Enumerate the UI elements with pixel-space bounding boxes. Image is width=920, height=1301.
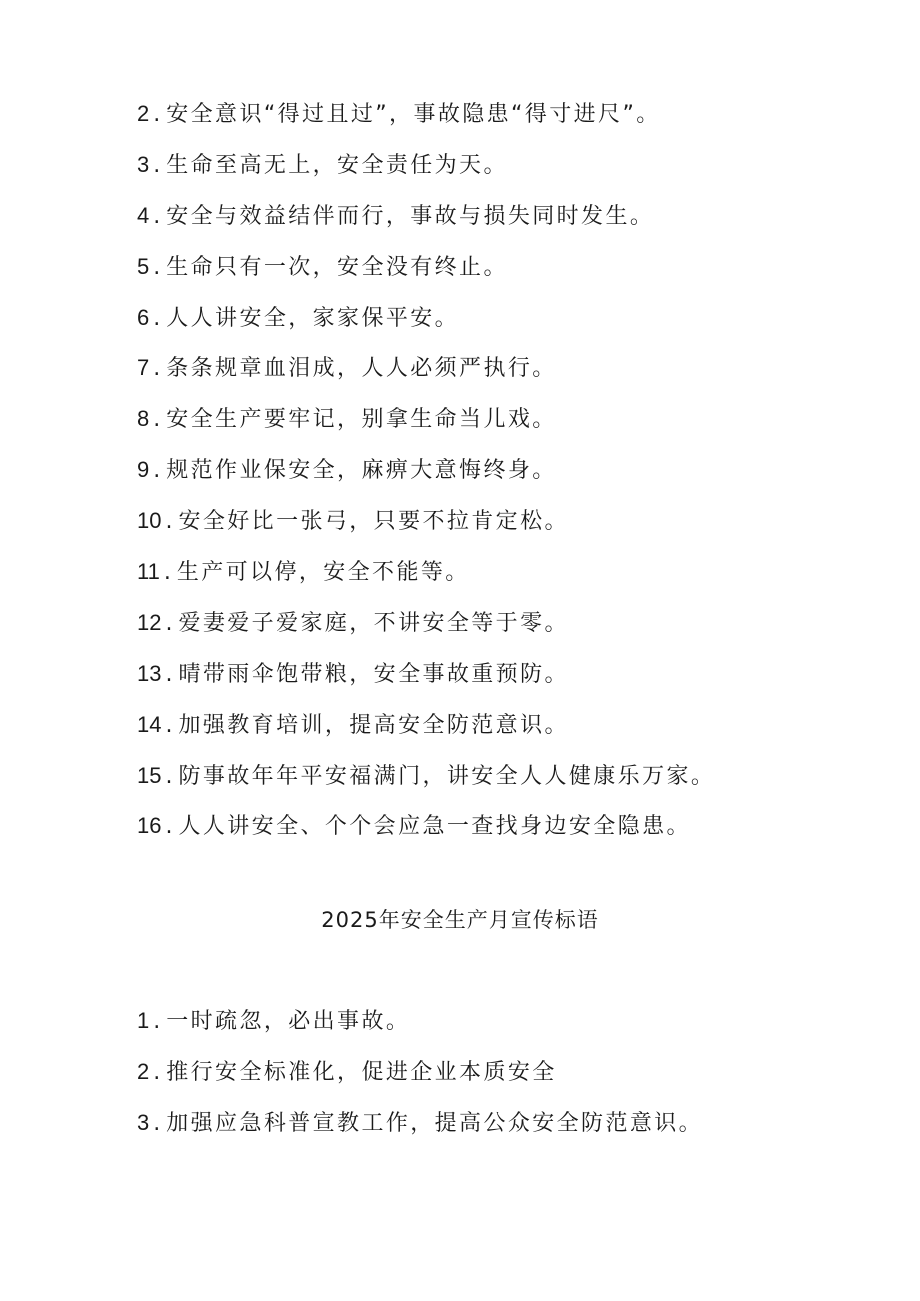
item-number: 10 [137, 508, 162, 534]
slogan-list-bottom [137, 1003, 703, 1156]
slogan-item [137, 249, 715, 300]
slogan-item [137, 808, 715, 859]
item-text: 安全生产要牢记，别拿生命当儿戏。 [166, 407, 557, 433]
item-number: 13 [137, 660, 162, 686]
item-text: 安全好比一张弓，只要不拉肯定松。 [178, 509, 569, 535]
item-text: 人人讲安全、个个会应急一查找身边安全隐患。 [178, 814, 691, 840]
slogan-item [137, 1003, 703, 1054]
slogan-item [137, 96, 715, 147]
item-separator: . [153, 458, 161, 484]
item-text: 加强教育培训，提高安全防范意识。 [178, 712, 569, 738]
item-separator: . [163, 560, 171, 586]
item-number: 12 [137, 609, 162, 635]
item-text: 人人讲安全，家家保平安。 [166, 305, 460, 331]
item-text: 生命只有一次，安全没有终止。 [166, 254, 508, 280]
item-number: 1 [137, 1008, 150, 1033]
slogan-list-top [137, 96, 715, 859]
item-separator: . [153, 102, 161, 127]
item-number: 14 [137, 711, 162, 737]
item-number: 3 [137, 151, 150, 177]
item-separator: . [153, 305, 161, 331]
item-number: 15 [137, 762, 162, 788]
section-title: 2025年安全生产月宣传标语 [321, 908, 599, 932]
item-number: 5 [137, 253, 150, 279]
item-number: 6 [137, 304, 150, 330]
slogan-item [137, 1105, 703, 1156]
item-separator: . [153, 407, 161, 433]
item-separator: . [153, 203, 161, 229]
item-separator: . [165, 509, 173, 535]
slogan-item [137, 1054, 703, 1105]
item-separator: . [165, 661, 173, 687]
item-separator: . [153, 254, 161, 280]
item-text: 防事故年年平安福满门，讲安全人人健康乐万家。 [178, 763, 716, 789]
item-number: 8 [137, 406, 150, 432]
item-text: 生产可以停，安全不能等。 [176, 560, 470, 586]
item-number: 2 [137, 1058, 150, 1084]
item-text: 生命至高无上，安全责任为天。 [166, 152, 508, 178]
item-text: 安全与效益结伴而行，事故与损失同时发生。 [166, 203, 655, 229]
item-text: 爱妻爱子爱家庭，不讲安全等于零。 [178, 610, 569, 636]
item-text: 规范作业保安全，麻痹大意悔终身。 [166, 458, 557, 484]
item-number: 4 [137, 202, 150, 228]
slogan-item [137, 147, 715, 198]
item-text: 晴带雨伞饱带粮，安全事故重预防。 [178, 661, 569, 687]
slogan-item [137, 656, 715, 707]
slogan-item [137, 350, 715, 401]
item-separator: . [153, 1009, 161, 1034]
item-number: 9 [137, 457, 150, 483]
item-text: 一时疏忽，必出事故。 [166, 1009, 411, 1034]
item-number: 16 [137, 813, 162, 839]
slogan-item [137, 300, 715, 351]
item-number: 7 [137, 355, 150, 381]
slogan-item [137, 758, 715, 809]
item-separator: . [165, 712, 173, 738]
slogan-item [137, 605, 715, 656]
item-text: 条条规章血泪成，人人必须严执行。 [166, 356, 557, 382]
item-separator: . [153, 152, 161, 178]
item-separator: . [165, 763, 173, 789]
item-separator: . [153, 1059, 161, 1085]
slogan-item [137, 401, 715, 452]
item-separator: . [165, 814, 173, 840]
slogan-item [137, 503, 715, 554]
item-text: 推行安全标准化，促进企业本质安全 [166, 1059, 557, 1085]
slogan-item [137, 198, 715, 249]
slogan-item [137, 452, 715, 503]
item-number: 3 [137, 1109, 150, 1135]
item-number: 11 [137, 559, 160, 585]
item-text: 安全意识“得过且过”，事故隐患“得寸进尺”。 [166, 102, 661, 127]
item-separator: . [153, 1110, 161, 1136]
item-number: 2 [137, 101, 150, 126]
item-text: 加强应急科普宣教工作，提高公众安全防范意识。 [166, 1110, 704, 1136]
slogan-item [137, 707, 715, 758]
slogan-item [137, 554, 715, 605]
item-separator: . [165, 610, 173, 636]
item-separator: . [153, 356, 161, 382]
